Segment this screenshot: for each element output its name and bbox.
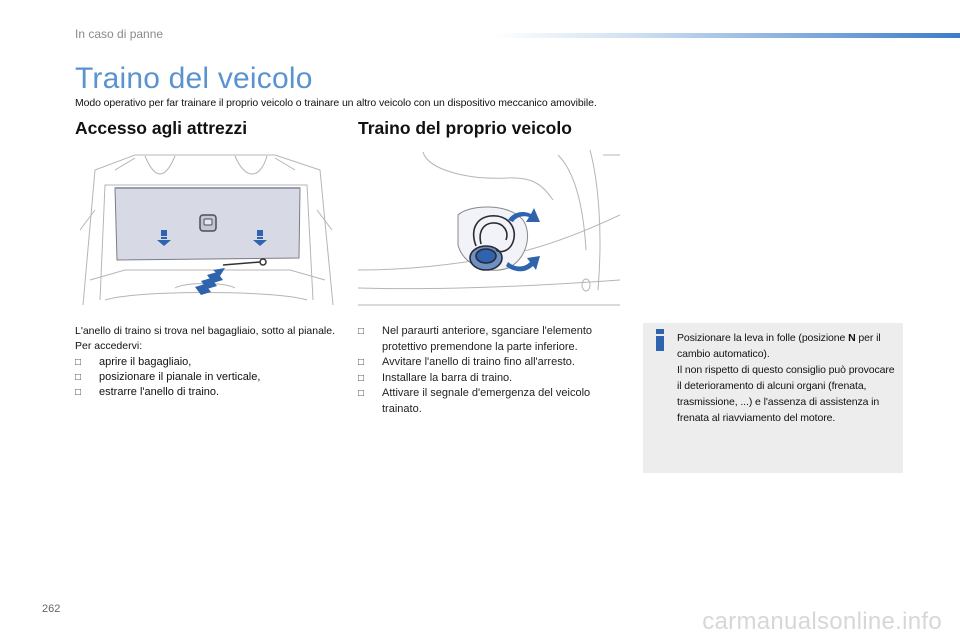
page-title: Traino del veicolo [75, 62, 313, 95]
info-box [643, 323, 903, 473]
access-steps-list [75, 355, 337, 400]
list-item: □ Nel paraurti anteriore, sganciare l'elemento protettivo premendone la parte inferiore. [358, 325, 592, 353]
list-item: □ aprire il bagagliaio, [75, 356, 192, 368]
page-subtitle: Modo operativo per far trainare il proprio veicolo o trainare un altro veicolo con un dispositivo meccanico amovibile. [75, 97, 597, 109]
section-heading-towing-own-vehicle: Traino del proprio veicolo [358, 118, 572, 138]
checkbox-bullet-icon: □ [358, 357, 365, 368]
tow-ring-location-text: L'anello di traino si trova nel bagagliaio, sotto al pianale. [75, 325, 336, 337]
list-item: □ Avvitare l'anello di traino fino all'arresto. [358, 355, 623, 371]
towing-steps-list [358, 324, 623, 417]
front-bumper-towing-eye-illustration [358, 150, 620, 312]
info-text: Posizionare la leva in folle (posizione N per il cambio automatico). Il non rispetto di questo consiglio può provocare il deterioramento di alcuni organi (frenata, trasmissione, ...) e l'assenza di assistenza in frenata al riavviamento del motore. [677, 332, 895, 424]
list-item: □ Installare la barra di traino. [358, 371, 623, 387]
list-item: □ estrarre l'anello di traino. [75, 386, 220, 398]
header-section-label: In caso di panne [75, 27, 164, 41]
access-label: Per accedervi: [75, 340, 143, 352]
header-gradient-bar [495, 33, 960, 38]
page-number: 262 [42, 603, 61, 615]
list-item: □ posizionare il pianale in verticale, [75, 371, 261, 383]
checkbox-bullet-icon: □ [75, 387, 82, 398]
checkbox-bullet-icon: □ [358, 388, 365, 399]
list-item: □ Attivare il segnale d'emergenza del veicolo trainato. [358, 387, 591, 415]
checkbox-bullet-icon: □ [75, 357, 82, 368]
info-icon [653, 329, 667, 351]
checkbox-bullet-icon: □ [358, 372, 365, 384]
watermark: carmanualsonline.info [702, 608, 942, 635]
trunk-floor-illustration [75, 150, 337, 312]
gear-neutral-label: N [848, 332, 856, 344]
checkbox-bullet-icon: □ [358, 326, 365, 337]
section-heading-tools-access: Accesso agli attrezzi [75, 118, 248, 138]
info-warning-text: Il non rispetto di questo consiglio può provocare il deterioramento di alcuni organi (frenata, trasmissione, ...) e l'assenza di assistenza in frenata al riavviamento del motore. [677, 364, 895, 424]
checkbox-bullet-icon: □ [75, 372, 82, 383]
